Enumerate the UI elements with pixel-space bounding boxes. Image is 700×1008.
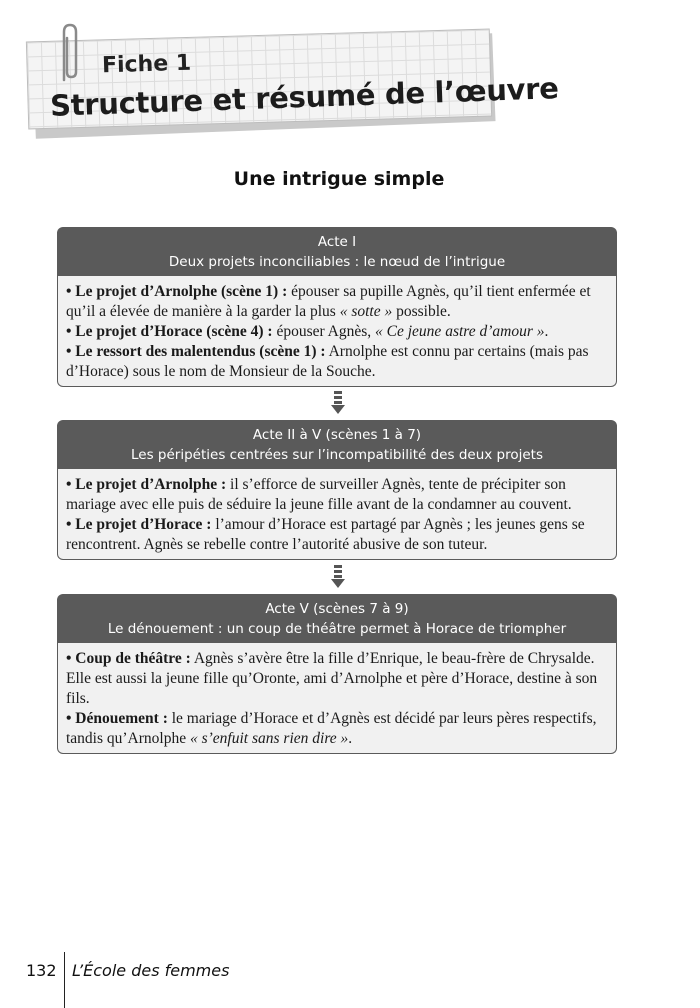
act-header	[57, 594, 617, 643]
act-item: • Le ressort des malentendus (scène 1) : Arnolphe est connu par certains (mais pas d’Horace) sous le nom de Monsieur de la Souche.	[66, 343, 589, 380]
act-subtitle: Les péripéties centrées sur l’incompatibilité des deux projets	[131, 447, 543, 463]
paperclip-icon	[56, 22, 82, 86]
footer-divider	[64, 952, 65, 1008]
act-item: • Le projet d’Horace (scène 4) : épouser Agnès, « Ce jeune astre d’amour ».	[66, 323, 549, 340]
fiche-header	[22, 22, 560, 134]
act-header	[57, 227, 617, 276]
act-item: • Le projet d’Arnolphe (scène 1) : épouser sa pupille Agnès, qu’il tient enfermée et qu’il a élevée de manière à la garder la plus « sotte » possible.	[66, 283, 591, 320]
act-body	[57, 643, 617, 754]
act-box-1	[57, 227, 617, 387]
book-title: L’École des femmes	[72, 961, 230, 980]
act-subtitle: Le dénouement : un coup de théâtre permet à Horace de triompher	[107, 621, 567, 637]
act-box-2	[57, 420, 617, 560]
page-number: 132	[26, 961, 57, 980]
fiche-number: Fiche 1	[101, 50, 192, 79]
section-heading: Une intrigue simple	[233, 168, 445, 190]
down-arrow-icon	[331, 565, 345, 589]
act-item: • Coup de théâtre : Agnès s’avère être la fille d’Enrique, le beau-frère de Chrysalde. Elle est aussi la jeune fille qu’Oronte, ami d’Arnolphe et père d’Horace, destine à son fils.	[66, 650, 598, 707]
act-header	[57, 420, 617, 469]
act-box-3	[57, 594, 617, 754]
page-title: Structure et résumé de l’œuvre	[49, 71, 560, 123]
act-label: Acte V (scènes 7 à 9)	[265, 601, 409, 617]
act-label: Acte II à V (scènes 1 à 7)	[252, 427, 422, 443]
down-arrow-icon	[331, 391, 345, 415]
act-subtitle: Deux projets inconciliables : le nœud de l’intrigue	[168, 254, 506, 270]
act-item: • Le projet d’Horace : l’amour d’Horace est partagé par Agnès ; les jeunes gens se rencontrent. Agnès se rebelle contre l’autorité abusive de son tuteur.	[66, 516, 585, 553]
act-item: • Dénouement : le mariage d’Horace et d’Agnès est décidé par leurs pères respectifs, tandis qu’Arnolphe « s’enfuit sans rien dire ».	[66, 710, 597, 747]
act-item: • Le projet d’Arnolphe : il s’efforce de surveiller Agnès, tente de précipiter son mariage avec elle puis de séduire la jeune fille avant de la condamner au couvent.	[66, 476, 572, 513]
act-label: Acte I	[317, 234, 357, 250]
act-body	[57, 469, 617, 560]
act-body	[57, 276, 617, 387]
